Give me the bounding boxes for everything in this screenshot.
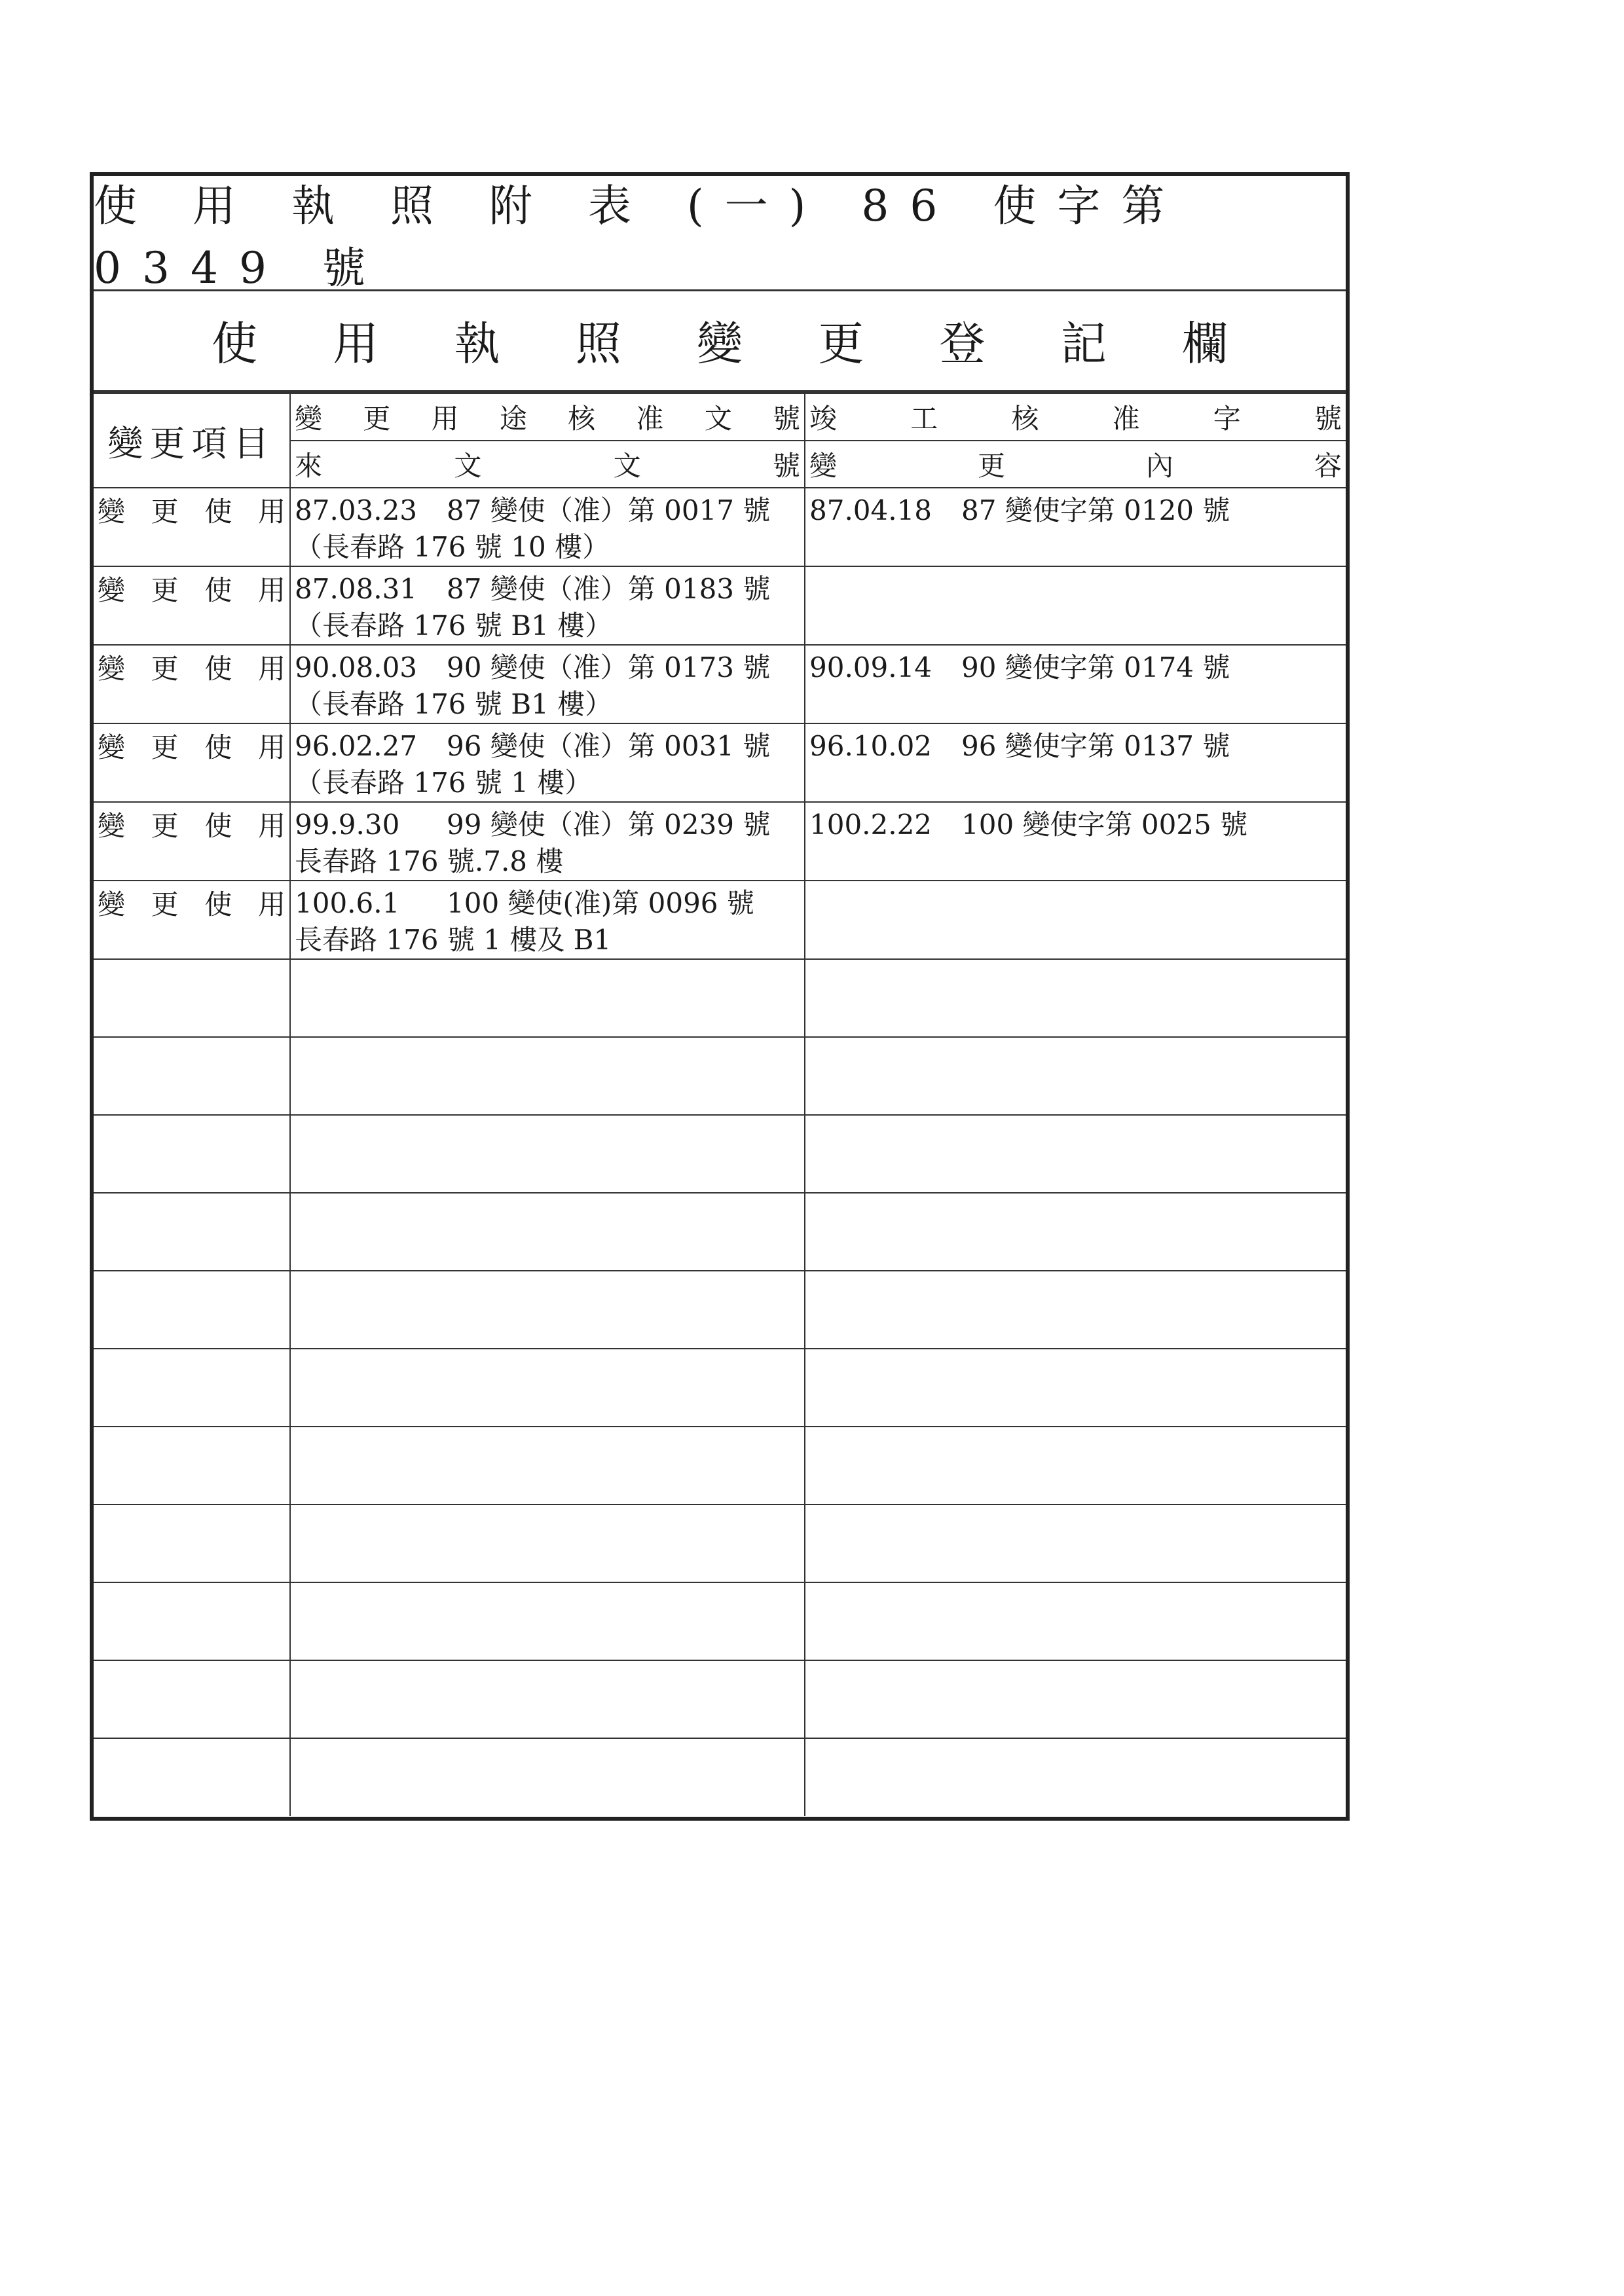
approval-line xyxy=(295,567,800,608)
approval-cell xyxy=(290,566,805,645)
empty-cell xyxy=(290,1349,805,1427)
header-char: 文 xyxy=(613,450,641,482)
header-char: 竣 xyxy=(809,403,838,435)
change-item-char: 變 xyxy=(98,810,126,842)
empty-cell xyxy=(290,1037,805,1115)
section-title-char: 欄 xyxy=(1182,316,1228,371)
empty-table-row xyxy=(94,959,1346,1037)
approval-ref: 90 變使（准）第 0173 號 xyxy=(447,651,771,683)
change-item-char: 用 xyxy=(257,888,286,920)
empty-cell xyxy=(94,1504,290,1582)
header-completion-number xyxy=(805,393,1346,441)
empty-cell xyxy=(94,1427,290,1504)
section-title-char: 照 xyxy=(575,316,621,371)
change-item-char: 使 xyxy=(204,731,232,763)
empty-cell xyxy=(94,1193,290,1271)
approval-cell xyxy=(290,881,805,959)
empty-cell xyxy=(94,1349,290,1427)
approval-date: 96.02.27 xyxy=(295,730,418,762)
empty-cell xyxy=(94,1660,290,1738)
header-char: 變 xyxy=(295,403,323,435)
empty-table-row xyxy=(94,1660,1346,1738)
header-char: 號 xyxy=(1314,403,1342,435)
empty-cell xyxy=(805,1115,1346,1193)
change-item-cell xyxy=(94,881,290,959)
header-char: 內 xyxy=(1145,450,1173,482)
approval-date: 100.6.1 xyxy=(295,887,400,919)
approval-location: 長春路 176 號.7.8 樓 xyxy=(295,845,564,877)
empty-cell xyxy=(290,959,805,1037)
change-item-label xyxy=(98,808,286,845)
header-char: 號 xyxy=(772,403,800,435)
empty-table-row xyxy=(94,1582,1346,1660)
empty-table-row xyxy=(94,1349,1346,1427)
empty-cell xyxy=(805,1504,1346,1582)
approval-location: （長春路 176 號 B1 樓） xyxy=(295,688,613,720)
completion-ref: 90 變使字第 0174 號 xyxy=(961,651,1230,683)
section-title-char: 用 xyxy=(333,316,379,371)
empty-cell xyxy=(805,1582,1346,1660)
header-char: 核 xyxy=(1011,403,1039,435)
change-item-label xyxy=(98,494,286,530)
change-item-char: 用 xyxy=(257,653,286,685)
header-char: 更 xyxy=(977,450,1005,482)
empty-cell xyxy=(290,1660,805,1738)
approval-cell xyxy=(290,488,805,566)
approval-ref: 100 變使(准)第 0096 號 xyxy=(447,887,754,919)
change-item-char: 用 xyxy=(257,731,286,763)
completion-cell xyxy=(805,645,1346,723)
header-char: 准 xyxy=(636,403,664,435)
change-item-char: 更 xyxy=(151,574,179,606)
empty-cell xyxy=(94,1037,290,1115)
empty-table-row xyxy=(94,1115,1346,1193)
completion-date: 100.2.22 xyxy=(809,809,932,841)
empty-cell xyxy=(805,1660,1346,1738)
completion-cell xyxy=(805,802,1346,881)
approval-cell xyxy=(290,645,805,723)
empty-cell xyxy=(805,1193,1346,1271)
header-char: 工 xyxy=(910,403,938,435)
change-item-char: 更 xyxy=(151,653,179,685)
change-item-char: 使 xyxy=(204,653,232,685)
change-item-label xyxy=(98,886,286,923)
empty-cell xyxy=(290,1427,805,1504)
empty-cell xyxy=(94,959,290,1037)
table-row xyxy=(94,645,1346,723)
approval-location: （長春路 176 號 B1 樓） xyxy=(295,610,613,642)
approval-cell xyxy=(290,802,805,881)
change-item-cell xyxy=(94,566,290,645)
empty-cell xyxy=(290,1271,805,1349)
change-item-cell xyxy=(94,488,290,566)
approval-cell xyxy=(290,723,805,802)
empty-cell xyxy=(805,1427,1346,1504)
completion-date: 87.04.18 xyxy=(809,494,932,526)
empty-cell xyxy=(805,1349,1346,1427)
change-item-label xyxy=(98,729,286,766)
completion-line xyxy=(809,803,1342,843)
completion-line xyxy=(809,567,1342,608)
empty-table-row xyxy=(94,1037,1346,1115)
completion-ref: 100 變使字第 0025 號 xyxy=(961,809,1248,841)
table-row xyxy=(94,723,1346,802)
approval-location: （長春路 176 號 10 樓） xyxy=(295,531,610,563)
approval-line xyxy=(295,724,800,765)
change-item-char: 變 xyxy=(98,496,126,528)
header-incoming-number xyxy=(290,441,805,488)
completion-cell xyxy=(805,566,1346,645)
approval-date: 87.03.23 xyxy=(295,494,418,526)
section-title-char: 變 xyxy=(697,316,743,371)
change-item-char: 變 xyxy=(98,653,126,685)
completion-date: 90.09.14 xyxy=(809,651,932,683)
change-item-label xyxy=(98,651,286,687)
empty-cell xyxy=(290,1738,805,1816)
header-char: 來 xyxy=(295,450,323,482)
change-item-char: 更 xyxy=(151,731,179,763)
header-char: 文 xyxy=(454,450,482,482)
header-char: 准 xyxy=(1112,403,1140,435)
empty-cell xyxy=(94,1271,290,1349)
table-row xyxy=(94,566,1346,645)
table-row xyxy=(94,881,1346,959)
change-item-char: 變 xyxy=(98,574,126,606)
approval-location: （長春路 176 號 1 樓） xyxy=(295,767,593,799)
empty-cell xyxy=(290,1115,805,1193)
completion-cell xyxy=(805,488,1346,566)
change-item-cell xyxy=(94,645,290,723)
empty-cell xyxy=(805,959,1346,1037)
section-title-char: 更 xyxy=(818,316,864,371)
change-item-char: 變 xyxy=(98,888,126,920)
empty-cell xyxy=(290,1193,805,1271)
section-title-char: 執 xyxy=(454,316,500,371)
approval-line xyxy=(295,881,800,922)
header-row-top xyxy=(94,393,1346,441)
header-char: 更 xyxy=(363,403,391,435)
completion-ref: 96 變使字第 0137 號 xyxy=(961,730,1230,762)
change-item-char: 更 xyxy=(151,496,179,528)
section-title xyxy=(94,289,1346,393)
empty-cell xyxy=(290,1504,805,1582)
approval-ref: 87 變使（准）第 0017 號 xyxy=(447,494,771,526)
table-row xyxy=(94,802,1346,881)
approval-date: 99.9.30 xyxy=(295,809,400,841)
change-item-char: 使 xyxy=(204,574,232,606)
empty-cell xyxy=(290,1582,805,1660)
change-item-cell xyxy=(94,723,290,802)
change-register-table xyxy=(94,393,1346,1816)
empty-table-row xyxy=(94,1271,1346,1349)
header-char: 用 xyxy=(431,403,459,435)
section-title-char: 使 xyxy=(212,316,257,371)
empty-cell xyxy=(805,1738,1346,1816)
header-char: 容 xyxy=(1314,450,1342,482)
completion-line xyxy=(809,881,1342,922)
empty-table-row xyxy=(94,1504,1346,1582)
change-item-char: 使 xyxy=(204,888,232,920)
empty-table-row xyxy=(94,1738,1346,1816)
change-item-char: 使 xyxy=(204,496,232,528)
approval-date: 90.08.03 xyxy=(295,651,418,683)
approval-ref: 99 變使（准）第 0239 號 xyxy=(447,809,771,841)
completion-date: 96.10.02 xyxy=(809,730,932,762)
table-row xyxy=(94,488,1346,566)
change-item-char: 變 xyxy=(98,731,126,763)
completion-cell xyxy=(805,723,1346,802)
change-item-label xyxy=(98,572,286,609)
empty-cell xyxy=(94,1582,290,1660)
approval-line xyxy=(295,488,800,529)
empty-cell xyxy=(805,1037,1346,1115)
change-item-char: 更 xyxy=(151,888,179,920)
empty-cell xyxy=(94,1115,290,1193)
header-change-item: 變更項目 xyxy=(94,393,290,488)
completion-line xyxy=(809,488,1342,529)
empty-cell xyxy=(805,1271,1346,1349)
empty-cell xyxy=(94,1738,290,1816)
header-char: 字 xyxy=(1213,403,1241,435)
change-item-char: 用 xyxy=(257,810,286,842)
approval-line xyxy=(295,803,800,843)
approval-date: 87.08.31 xyxy=(295,573,418,605)
change-item-char: 用 xyxy=(257,496,286,528)
document-title: 使 用 執 照 附 表 (一) 86 使字第 0349 號 xyxy=(94,176,1346,291)
header-change-content xyxy=(805,441,1346,488)
change-item-char: 用 xyxy=(257,574,286,606)
change-item-char: 使 xyxy=(204,810,232,842)
header-char: 途 xyxy=(499,403,527,435)
header-char: 號 xyxy=(772,450,800,482)
approval-ref: 96 變使（准）第 0031 號 xyxy=(447,730,771,762)
license-appendix-sheet xyxy=(90,172,1350,1821)
header-approval-number xyxy=(290,393,805,441)
completion-ref: 87 變使字第 0120 號 xyxy=(961,494,1230,526)
change-item-char: 更 xyxy=(151,810,179,842)
approval-line xyxy=(295,646,800,686)
empty-table-row xyxy=(94,1427,1346,1504)
header-char: 核 xyxy=(568,403,596,435)
completion-line xyxy=(809,646,1342,686)
completion-cell xyxy=(805,881,1346,959)
empty-table-row xyxy=(94,1193,1346,1271)
change-item-cell xyxy=(94,802,290,881)
header-char: 文 xyxy=(704,403,732,435)
header-char: 變 xyxy=(809,450,838,482)
approval-location: 長春路 176 號 1 樓及 B1 xyxy=(295,924,612,956)
approval-ref: 87 變使（准）第 0183 號 xyxy=(447,573,771,605)
completion-line xyxy=(809,724,1342,765)
section-title-char: 登 xyxy=(939,316,986,371)
section-title-char: 記 xyxy=(1060,316,1107,371)
